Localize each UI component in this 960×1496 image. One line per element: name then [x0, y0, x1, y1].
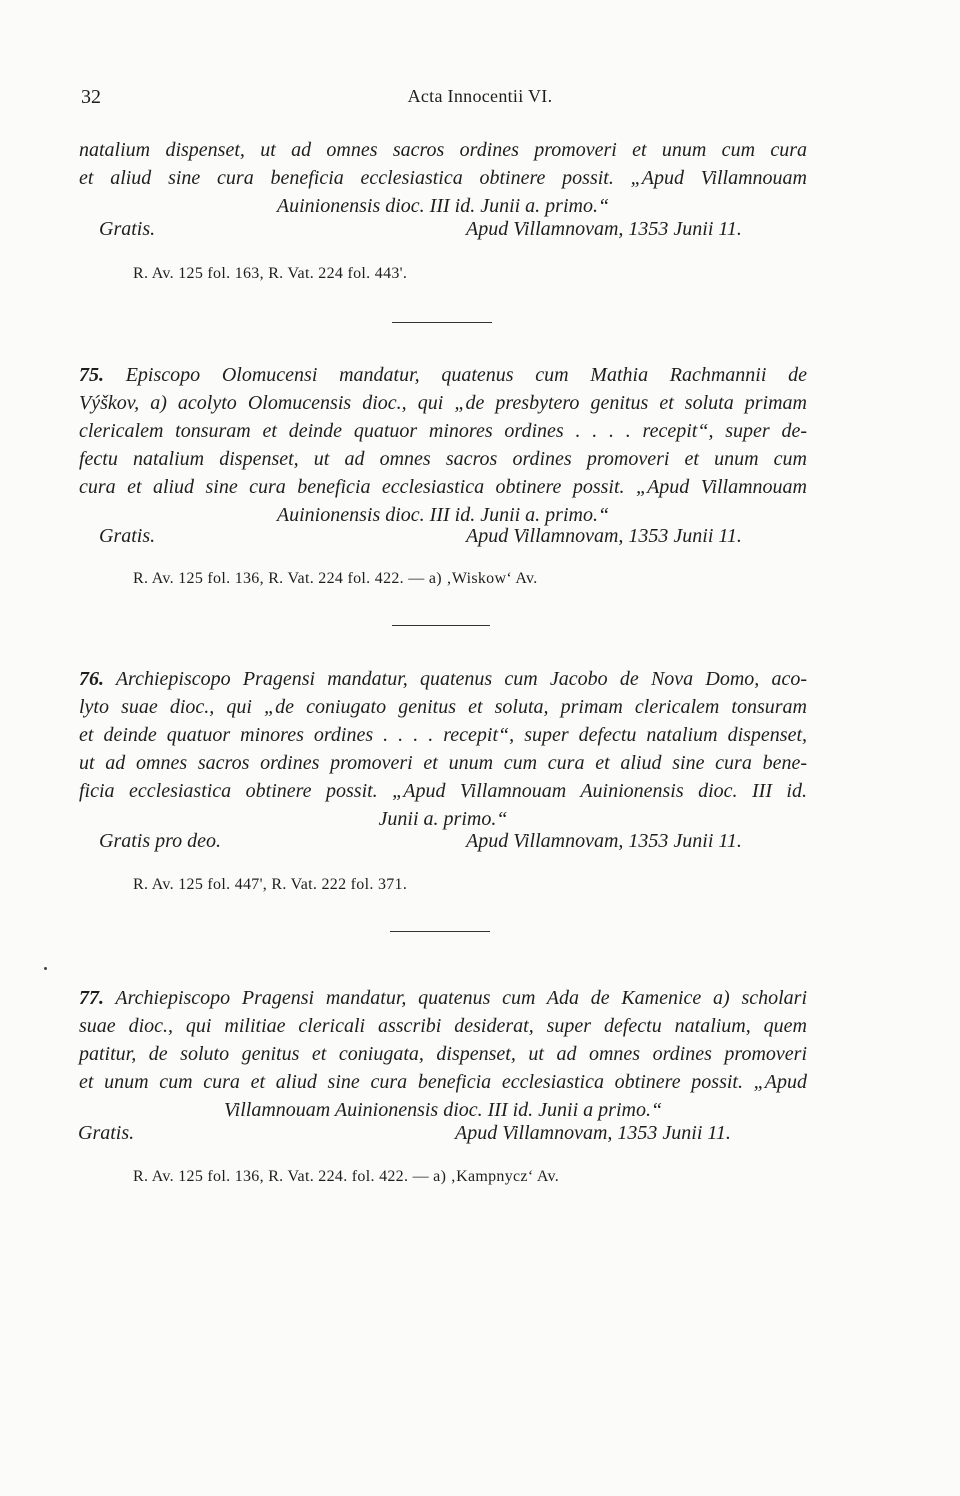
entry-number: 75. — [79, 364, 104, 386]
entry-75-text — [79, 361, 807, 529]
entry-77-text — [79, 984, 807, 1124]
date-line: Apud Villamnovam, 1353 Junii 11. — [466, 525, 742, 547]
separator-rule — [392, 625, 490, 626]
text-line: patitur, de soluto genitus et coniugata, dispenset, ut ad omnes ordines promoveri — [79, 1043, 807, 1065]
entry-76-text — [79, 665, 807, 833]
text-line: et aliud sine cura beneficia ecclesiastica obtinere possit. „Apud Villamnouam — [79, 167, 807, 189]
separator-rule — [392, 322, 492, 323]
text-line: ut ad omnes sacros ordines promoveri et unum cum cura et aliud sine cura bene- — [79, 752, 807, 774]
text-line: Junii a. primo.“ — [378, 808, 508, 830]
gratis-note: Gratis. — [99, 525, 156, 547]
running-title: Acta Innocentii VI. — [407, 86, 553, 106]
text-line: et unum cum cura et aliud sine cura beneficia ecclesiastica obtinere possit. „Apud — [79, 1071, 807, 1093]
text-line: Auinionensis dioc. III id. Junii a. primo.“ — [276, 504, 610, 526]
register-reference: R. Av. 125 fol. 136, R. Vat. 224. fol. 422. — a) ‚Kampnycz‘ Av. — [133, 1168, 560, 1185]
register-reference: R. Av. 125 fol. 136, R. Vat. 224 fol. 422. — a) ‚Wiskow‘ Av. — [133, 570, 538, 587]
scan-speck — [44, 967, 47, 970]
text-line: Výškov, a) acolyto Olomucensis dioc., qui „de presbytero genitus et soluta primam — [79, 392, 807, 414]
text-line: suae dioc., qui militiae clericali asscribi desiderat, super defectu natalium, quem — [79, 1015, 807, 1037]
register-reference: R. Av. 125 fol. 447', R. Vat. 222 fol. 371. — [133, 876, 408, 893]
date-line: Apud Villamnovam, 1353 Junii 11. — [466, 218, 742, 240]
text-line: fectu natalium dispenset, ut ad omnes sacros ordines promoveri et unum cum — [79, 448, 807, 470]
text-line: lyto suae dioc., qui „de coniugato genitus et soluta, primam clericalem tonsuram — [79, 696, 807, 718]
text-line: cura et aliud sine cura beneficia ecclesiastica obtinere possit. „Apud Villamnouam — [79, 476, 807, 498]
date-line: Apud Villamnovam, 1353 Junii 11. — [455, 1122, 731, 1144]
entry-number: 76. — [79, 668, 104, 690]
entry-number: 77. — [79, 987, 104, 1009]
text-line: Auinionensis dioc. III id. Junii a. primo.“ — [276, 195, 610, 217]
text-line: ficia ecclesiastica obtinere possit. „Apud Villamnouam Auinionensis dioc. III id. — [79, 780, 807, 802]
text-line: clericalem tonsuram et deinde quatuor minores ordines . . . . recepit“, super de- — [79, 420, 807, 442]
text-line: 75. Episcopo Olomucensi mandatur, quatenus cum Mathia Rachmannii de — [79, 364, 807, 386]
page-number: 32 — [81, 86, 101, 108]
gratis-note: Gratis pro deo. — [99, 830, 222, 852]
date-line: Apud Villamnovam, 1353 Junii 11. — [466, 830, 742, 852]
text-line: et deinde quatuor minores ordines . . . . recepit“, super defectu natalium dispenset, — [79, 724, 807, 746]
text-line: 76. Archiepiscopo Pragensi mandatur, quatenus cum Jacobo de Nova Domo, aco- — [79, 668, 807, 690]
gratis-note: Gratis. — [78, 1122, 135, 1144]
text-line: 77. Archiepiscopo Pragensi mandatur, quatenus cum Ada de Kamenice a) scholari — [79, 987, 807, 1009]
register-reference: R. Av. 125 fol. 163, R. Vat. 224 fol. 443'. — [133, 265, 408, 282]
text-line: natalium dispenset, ut ad omnes sacros ordines promoveri et unum cum cura — [79, 139, 807, 161]
gratis-note: Gratis. — [99, 218, 156, 240]
entry-prev-text — [79, 136, 807, 220]
text-line: Villamnouam Auinionensis dioc. III id. Junii a primo.“ — [223, 1099, 663, 1121]
separator-rule — [390, 931, 490, 932]
